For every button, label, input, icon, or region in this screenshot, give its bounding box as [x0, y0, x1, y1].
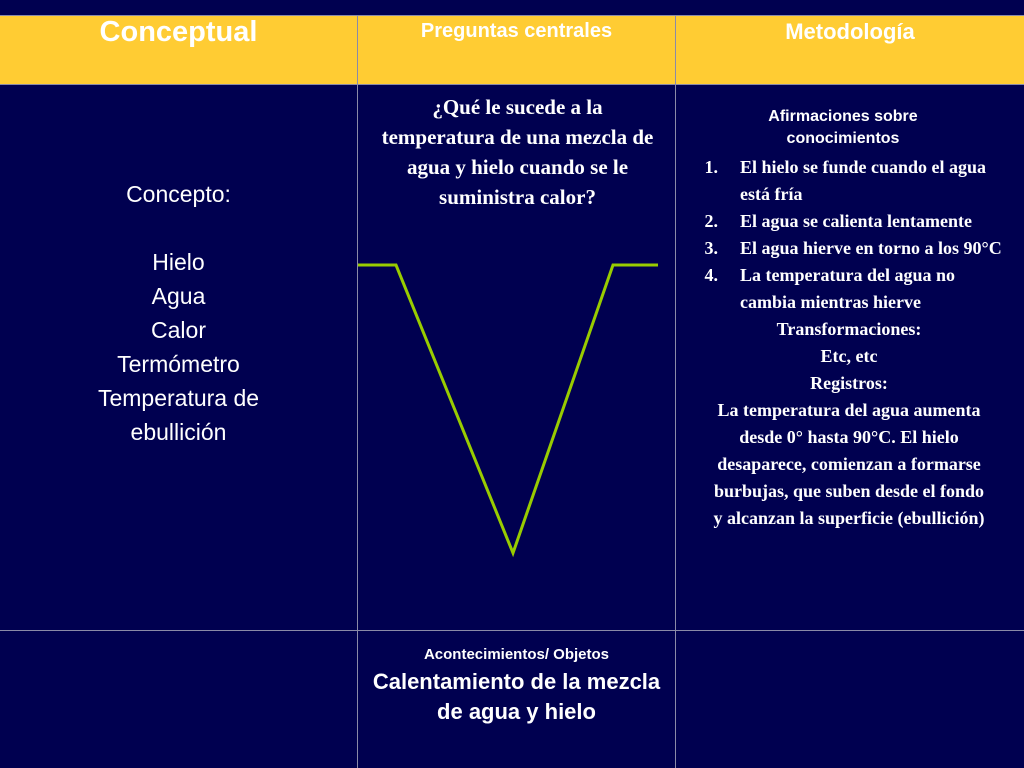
claim-number: 3.: [704, 238, 718, 258]
central-question-text: ¿Qué le sucede a la temperatura de una mezcla de agua y hielo cuando se le suministra calor?: [381, 95, 654, 209]
claim-item: [688, 262, 1010, 316]
concept-item-calor: Calor: [151, 317, 206, 343]
header-conceptual: [0, 16, 357, 84]
claim-number: 2.: [704, 211, 718, 231]
records-text: La temperatura del agua aumenta desde 0° hasta 90°C. El hielo desaparece, comienzan a formarse burbujas, que suben desde el fondo y alcanzan la superficie (ebullición): [713, 400, 985, 528]
concept-item-temperatura-ebullicion: Temperatura de ebullición: [97, 385, 260, 445]
events-text: Calentamiento de la mezcla de agua y hielo: [372, 669, 661, 724]
claim-item: [688, 235, 1010, 262]
central-question: [380, 92, 655, 212]
gowin-vee: [356, 250, 676, 570]
transformations-text: Etc, etc: [820, 346, 878, 366]
grid-line-top: [0, 15, 1024, 16]
claims-list: [688, 154, 1010, 316]
concept-title: Concepto:: [126, 181, 231, 207]
header-preguntas-label: Preguntas centrales: [420, 20, 613, 42]
claim-number: 4.: [704, 265, 718, 285]
vee-outline: [358, 265, 658, 553]
header-metodologia-label: Metodología: [785, 19, 915, 44]
conceptual-cell: [0, 85, 357, 630]
claim-number: 1.: [704, 157, 718, 177]
concept-item-hielo: Hielo: [152, 249, 205, 275]
header-preguntas: [358, 16, 675, 84]
transformations-title: Transformaciones:: [776, 319, 922, 339]
claim-item: [688, 208, 1010, 235]
methodology-cell: [688, 106, 1010, 532]
claim-item: [688, 154, 1010, 208]
header-metodologia: [676, 16, 1024, 84]
claim-text: El agua hierve en torno a los 90°C: [740, 238, 1002, 258]
events-label: Acontecimientos/ Objetos: [423, 646, 610, 663]
header-conceptual-label: Conceptual: [99, 16, 258, 48]
concept-item-termometro: Termómetro: [117, 351, 240, 377]
events-cell: [358, 645, 675, 727]
claims-title: Afirmaciones sobre conocimientos: [768, 108, 918, 147]
claim-text: El hielo se funde cuando el agua está fría: [740, 157, 987, 204]
claim-text: La temperatura del agua no cambia mientras hierve: [740, 265, 955, 312]
claim-text: El agua se calienta lentamente: [740, 211, 972, 231]
concept-item-agua: Agua: [151, 283, 206, 309]
records-title: Registros:: [810, 373, 888, 393]
grid-line-row-divider: [0, 630, 1024, 631]
